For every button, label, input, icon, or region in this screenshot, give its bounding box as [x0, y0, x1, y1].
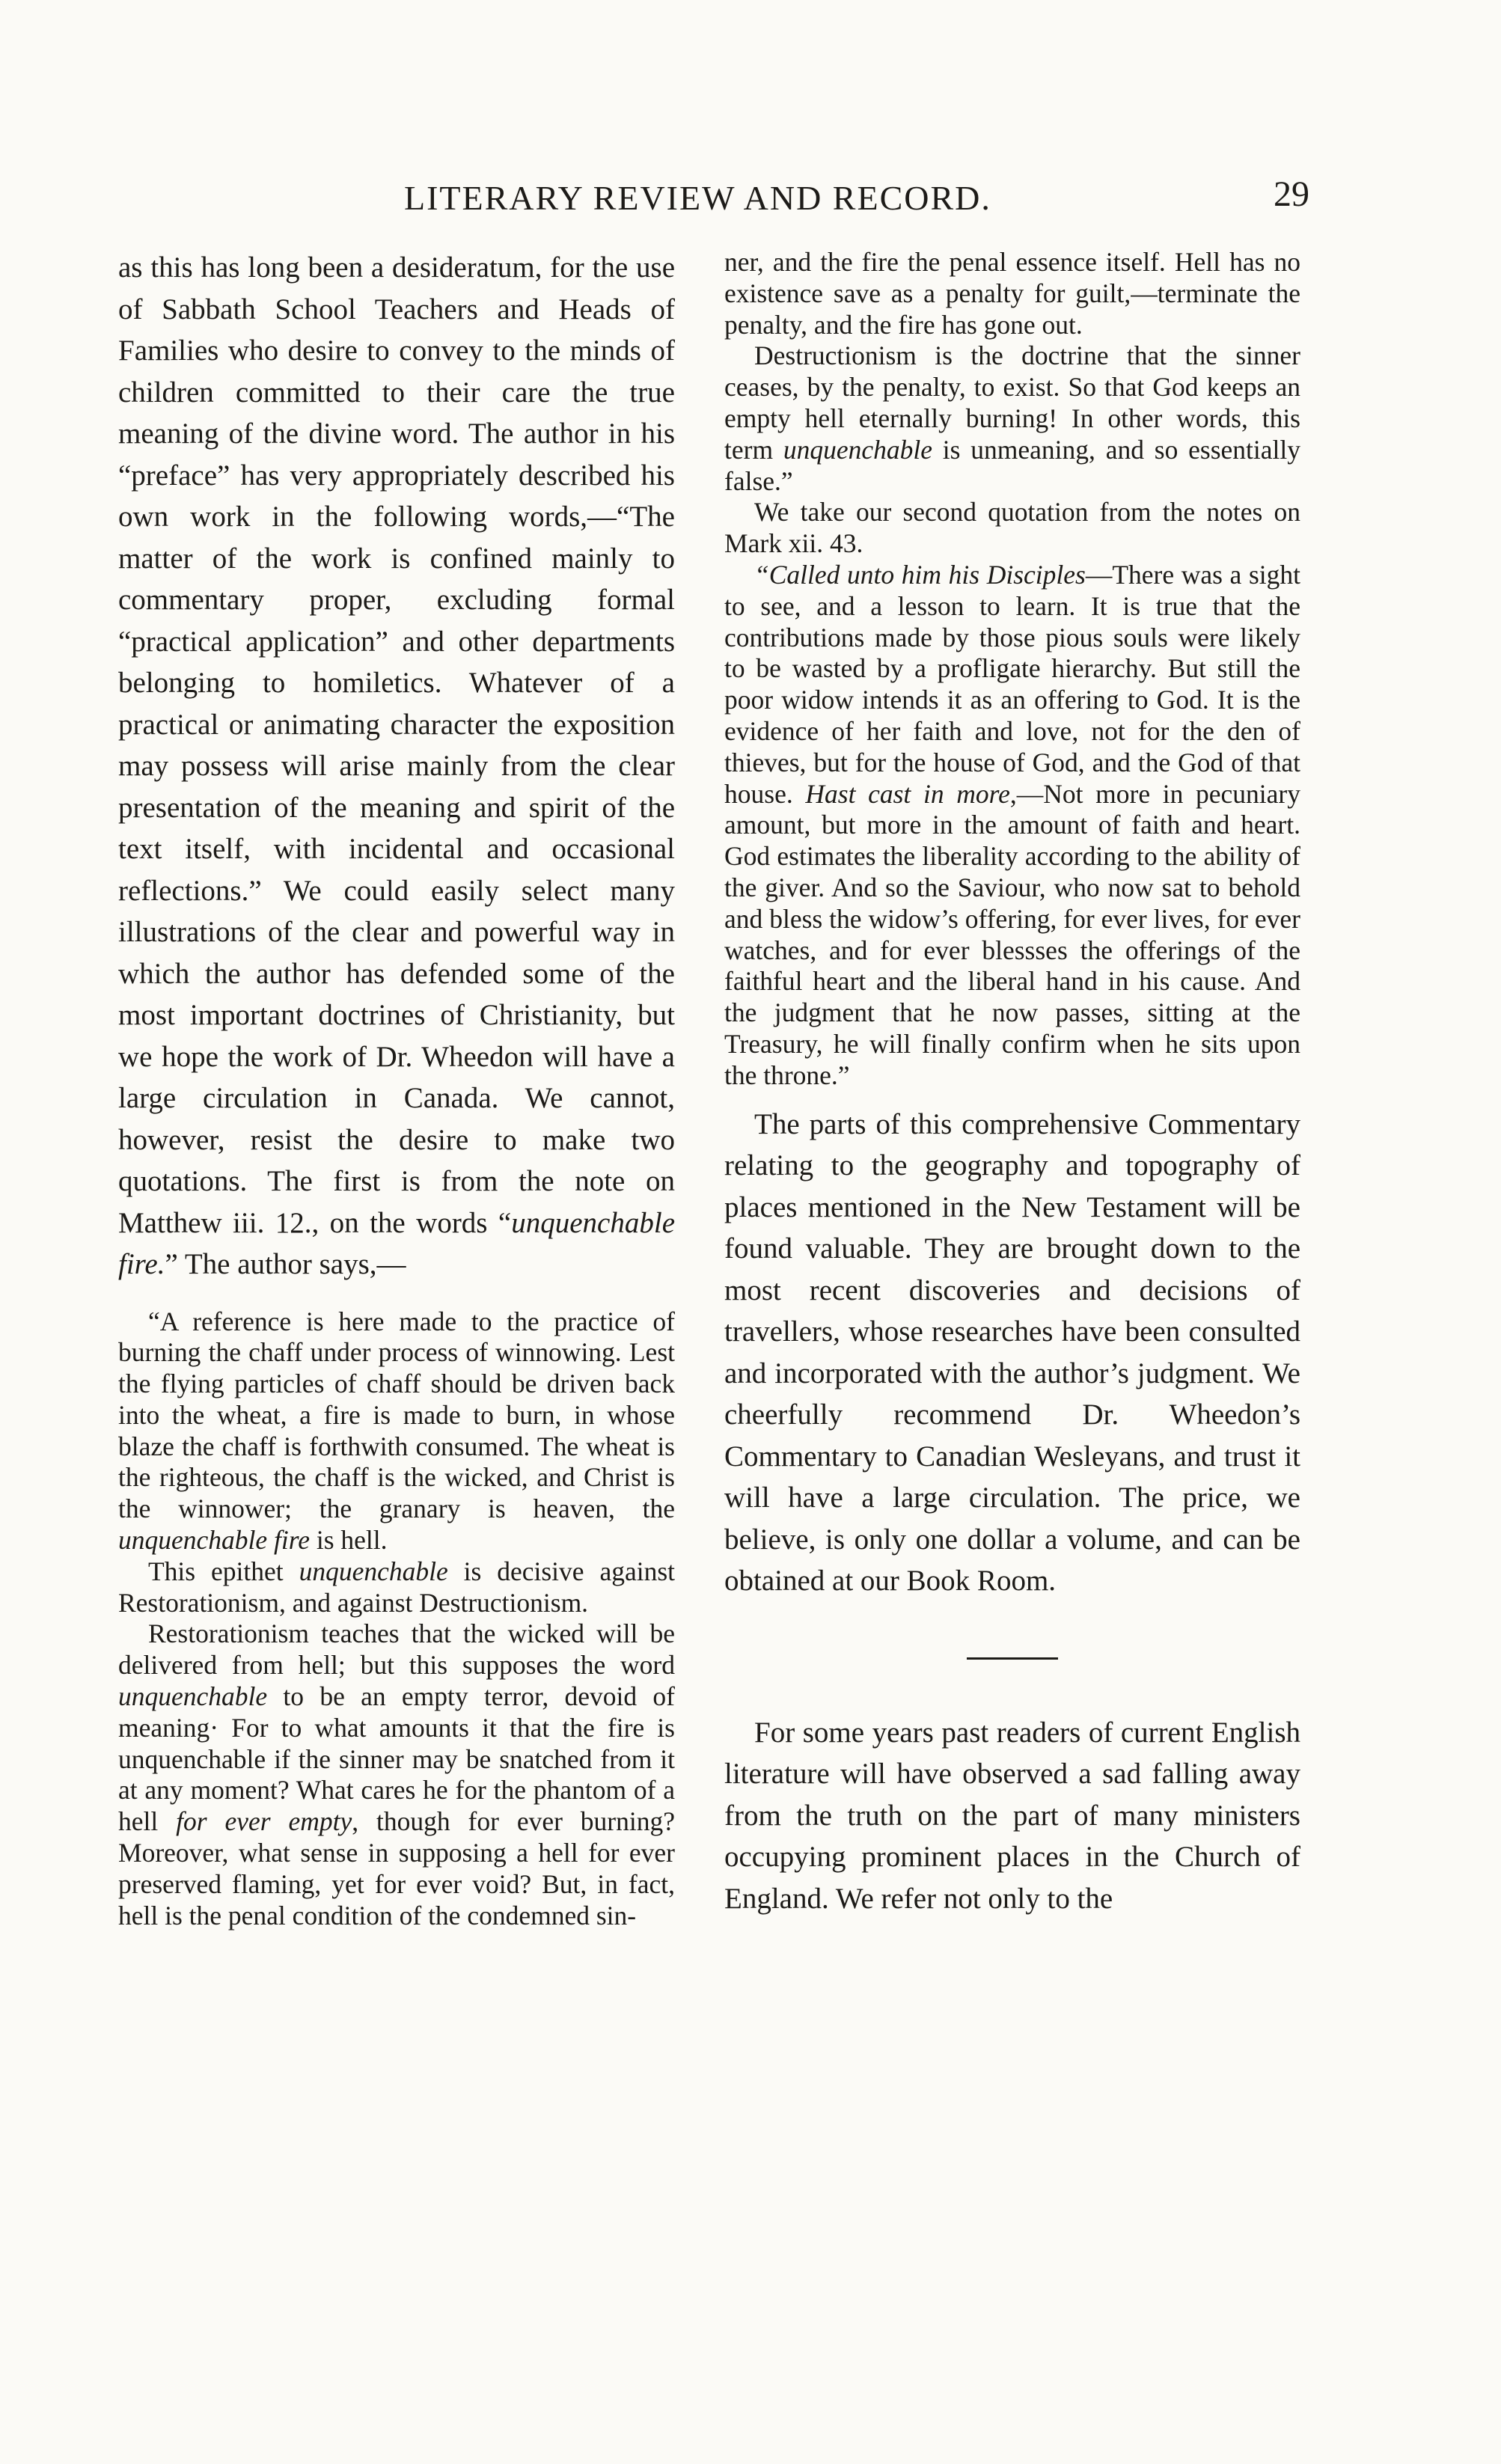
quotation-destructionism: Destructionism is the doctrine that the sinner ceases, by the penalty, to exist. So that God keeps an empty hell eternally burning! In other words, this term unquenchable is unmeaning, and so essentially false.”	[724, 340, 1300, 496]
quotation-intro-mark: We take our second quotation from the notes on Mark xii. 43.	[724, 497, 1300, 559]
right-column	[724, 247, 1300, 1919]
page-header	[120, 171, 1309, 223]
paragraph-review-intro: as this has long been a desideratum, for the use of Sabbath School Teachers and Heads of Families who desire to convey to the minds of children committed to their care the true meaning of the divine word. The author in his “preface” has very appropriately described his own work in the following words,—“The matter of the work is confined mainly to commentary proper, excluding formal “practical application” and other departments belonging to homiletics. Whatever of a practical or animating character the exposition may possess will arise mainly from the clear presentation of the meaning and spirit of the text itself, with incidental and occasional reflections.” We could easily select many illustrations of the clear and powerful way in which the author has defended some of the most important doctrines of Christianity, but we hope the work of Dr. Wheedon will have a large circulation in Canada. We cannot, however, resist the desire to make two quotations. The first is from the note on Matthew iii. 12., on the words “unquenchable fire.” The author says,—	[118, 251, 675, 1280]
quotation-mark-note: “Called unto him his Disciples—There was a sight to see, and a lesson to learn. It is true that the contributions made by those pious souls were likely to be wasted by a profligate hierarchy. But still the poor widow intends it as an offering to God. It is the evidence of her faith and love, not for the den of thieves, but for the house of God, and the God of that house. Hast cast in more,—Not more in pecuniary amount, but more in the amount of faith and heart. God estimates the liberality according to the ability of the giver. And so the Saviour, who now sat to behold and bless the widow’s offering, for ever lives, for ever watches, and for ever blessses the offerings of the faithful heart and the liberal hand in his cause. And the judgment that he now passes, sitting at the Treasury, he will finally confirm when he sits upon the throne.”	[724, 559, 1300, 1090]
quotation-continued: ner, and the fire the penal essence itself. Hell has no existence save as a penalty for guilt,—terminate the penalty, and the fire has gone out.	[724, 247, 1300, 340]
quotation-matthew-note: “A reference is here made to the practice of burning the chaff under process of winnowing. Lest the flying particles of chaff should be driven back into the wheat, a fire is made to burn, in whose blaze the chaff is forthwith consumed. The wheat is the righteous, the chaff is the wicked, and Christ is the winnower; the granary is heaven, the unquenchable fire is hell.	[118, 1306, 675, 1556]
section-divider	[967, 1657, 1058, 1660]
paragraph-geography: The parts of this comprehensive Commentary relating to the geography and topography of places mentioned in the New Testament will be found valuable. They are brought down to the most recent discoveries and decisions of travellers, whose researches have been consulted and incorporated with the author’s judgment. We cheerfully recommend Dr. Wheedon’s Commentary to Canadian Wesleyans, and trust it will have a large circulation. The price, we believe, is only one dollar a volume, and can be obtained at our Book Room.	[724, 1107, 1300, 1598]
paragraph-church-of-england: For some years past readers of current English literature will have observed a sad falling away from the truth on the part of many ministers occupying prominent places in the Church of England. We refer not only to the	[724, 1716, 1300, 1915]
quotation-epithet: This epithet unquenchable is decisive against Restorationism, and against Destructionism.	[118, 1556, 676, 1618]
running-title: LITERARY REVIEW AND RECORD.	[404, 179, 991, 217]
left-column	[118, 247, 675, 1931]
quotation-restorationism: Restorationism teaches that the wicked will be delivered from hell; but this supposes the word unquenchable to be an empty terror, devoid of meaning· For to what amounts it that the fire is unquenchable if the sinner may be snatched from it at any moment? What cares he for the phantom of a hell for ever empty, though for ever burning? Moreover, what sense in supposing a hell for ever preserved flaming, yet for ever void? But, in fact, hell is the penal condition of the condemned sin-	[118, 1618, 675, 1930]
page-number: 29	[1274, 174, 1309, 214]
